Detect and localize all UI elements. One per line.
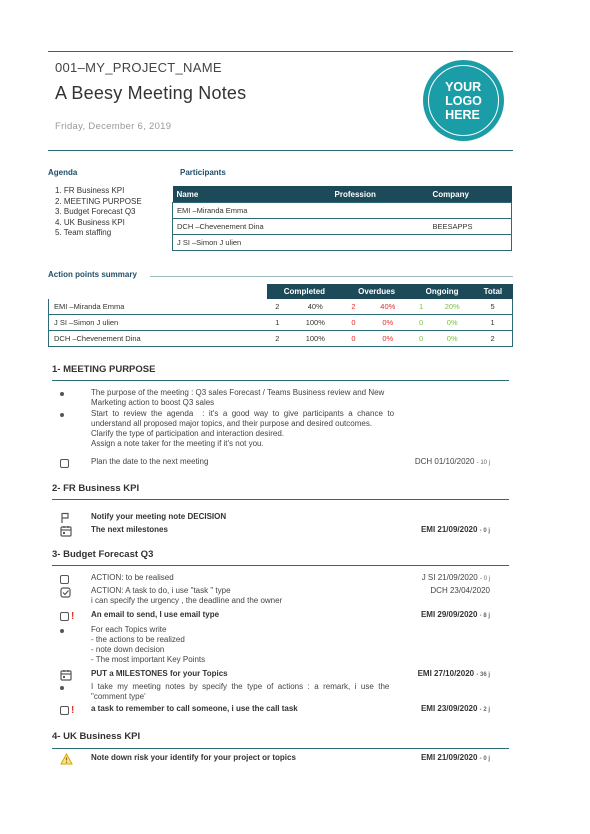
section-rule <box>52 380 509 381</box>
agenda-heading: Agenda <box>48 168 78 177</box>
urgent-checkbox-icon[interactable]: ! <box>60 704 80 716</box>
list-item <box>60 682 515 702</box>
warning-icon <box>60 753 80 765</box>
agenda-item: 2. MEETING PURPOSE <box>55 196 142 206</box>
list-item <box>60 610 515 620</box>
item-owner-date: EMI 23/09/2020 - 2 j <box>420 704 490 713</box>
section-rule <box>52 565 509 566</box>
checked-box-icon[interactable] <box>60 586 80 598</box>
table-row: EMI –Miranda Emma 2 40% 2 40% 1 20% 5 <box>49 299 513 315</box>
actions-summary-table <box>48 284 513 347</box>
agenda-item: 3. Budget Forecast Q3 <box>55 207 136 216</box>
item-text: The purpose of the meeting : Q3 sales Forecast / Teams Business review and New Marketing action to boost Q3 sales <box>91 388 385 407</box>
actions-summary-heading: Action points summary <box>48 270 137 279</box>
flag-icon <box>60 512 80 524</box>
table-row: DCH –Chevenement Dina 2 100% 0 0% 0 0% 2 <box>49 331 513 347</box>
item-owner-date: DCH 01/10/2020 - 10 j <box>414 457 490 466</box>
participants-table <box>172 186 512 251</box>
summary-rule <box>150 276 513 277</box>
meeting-date: Friday, December 6, 2019 <box>55 121 172 132</box>
list-item <box>60 409 515 449</box>
column-header: Completed <box>267 284 343 299</box>
list-item <box>60 525 515 535</box>
item-text: For each Topics write - the actions to be realized - note down decision - The most important Key Points <box>91 625 206 664</box>
table-row: EMI –Miranda Emma <box>173 203 512 219</box>
item-owner-date: EMI 21/09/2020 - 0 j <box>420 753 490 762</box>
item-owner-date: J SI 21/09/2020 - 0 j <box>421 573 490 582</box>
agenda-item: 5. Team staffing <box>55 228 112 237</box>
column-header: Total <box>473 284 512 299</box>
list-item <box>60 573 515 583</box>
item-owner-date: EMI 27/10/2020 - 36 j <box>417 669 490 678</box>
section-title: 2- FR Business KPI <box>52 483 140 494</box>
item-text: I take my meeting notes by specify the type of actions : a remark, i use the "comment type' <box>91 682 390 701</box>
agenda-item: 1. FR Business KPI <box>55 186 125 195</box>
item-text: Start to review the agenda : it's a good way to give participants a chance to understand all proposed major topics, and their purpose and desired outcomes. Clarify the type of participation and interaction desired. Assign a note taker for the meeting if it's not you. <box>91 409 395 448</box>
item-text: Plan the date to the next meeting <box>91 457 209 466</box>
project-name: 001–MY_PROJECT_NAME <box>55 60 222 75</box>
list-item <box>60 753 515 763</box>
agenda-item: 4. UK Business KPI <box>55 217 125 227</box>
bullet-icon <box>60 388 80 400</box>
item-text: a task to remember to call someone, i use the call task <box>91 704 298 713</box>
section-title: 3- Budget Forecast Q3 <box>52 549 154 560</box>
urgent-checkbox-icon[interactable]: ! <box>60 610 80 622</box>
bullet-icon <box>60 409 80 421</box>
item-text: Notify your meeting note DECISION <box>91 512 227 521</box>
bullet-icon <box>60 625 80 637</box>
list-item <box>60 625 515 665</box>
section-rule <box>52 499 509 500</box>
milestone-icon <box>60 669 80 681</box>
item-text: The next milestones <box>91 525 168 534</box>
section-rule <box>52 748 509 749</box>
item-owner-date: EMI 29/09/2020 - 8 j <box>420 610 490 619</box>
item-owner-date: DCH 23/04/2020 <box>430 586 490 595</box>
top-rule <box>48 51 513 52</box>
item-owner-date: EMI 21/09/2020 - 0 j <box>420 525 490 534</box>
list-item <box>60 388 515 408</box>
column-header: Company <box>429 186 512 203</box>
list-item <box>60 512 515 522</box>
header-rule <box>48 150 513 151</box>
section-title: 4- UK Business KPI <box>52 731 141 742</box>
agenda-list <box>55 186 142 239</box>
bullet-icon <box>60 682 80 694</box>
table-row: J SI –Simon J ulien <box>173 235 512 251</box>
logo-text: YOUR LOGO HERE <box>445 79 482 122</box>
item-text: ACTION: to be realised <box>91 573 174 582</box>
item-text: ACTION: A task to do, i use "task " type i can specify the urgency , the deadline and the owner <box>91 586 283 605</box>
column-header: Name <box>173 186 331 203</box>
column-header: Profession <box>331 186 429 203</box>
list-item <box>60 586 515 606</box>
milestone-icon <box>60 525 80 537</box>
item-text: Note down risk your identify for your project or topics <box>91 753 296 762</box>
section-title: 1- MEETING PURPOSE <box>52 364 156 375</box>
column-header: Overdues <box>342 284 411 299</box>
logo <box>423 60 504 141</box>
participants-heading: Participants <box>180 168 226 177</box>
checkbox-icon[interactable] <box>60 457 80 469</box>
list-item <box>60 457 515 467</box>
checkbox-icon[interactable] <box>60 573 80 585</box>
page-title: A Beesy Meeting Notes <box>55 83 247 103</box>
item-text: An email to send, I use email type <box>91 610 220 619</box>
list-item <box>60 669 515 679</box>
column-header: Ongoing <box>411 284 473 299</box>
table-row: J SI –Simon J ulien 1 100% 0 0% 0 0% 1 <box>49 315 513 331</box>
item-text: PUT a MILESTONES for your Topics <box>91 669 228 678</box>
table-row: DCH –Chevenement Dina BEESAPPS <box>173 219 512 235</box>
list-item <box>60 704 515 714</box>
